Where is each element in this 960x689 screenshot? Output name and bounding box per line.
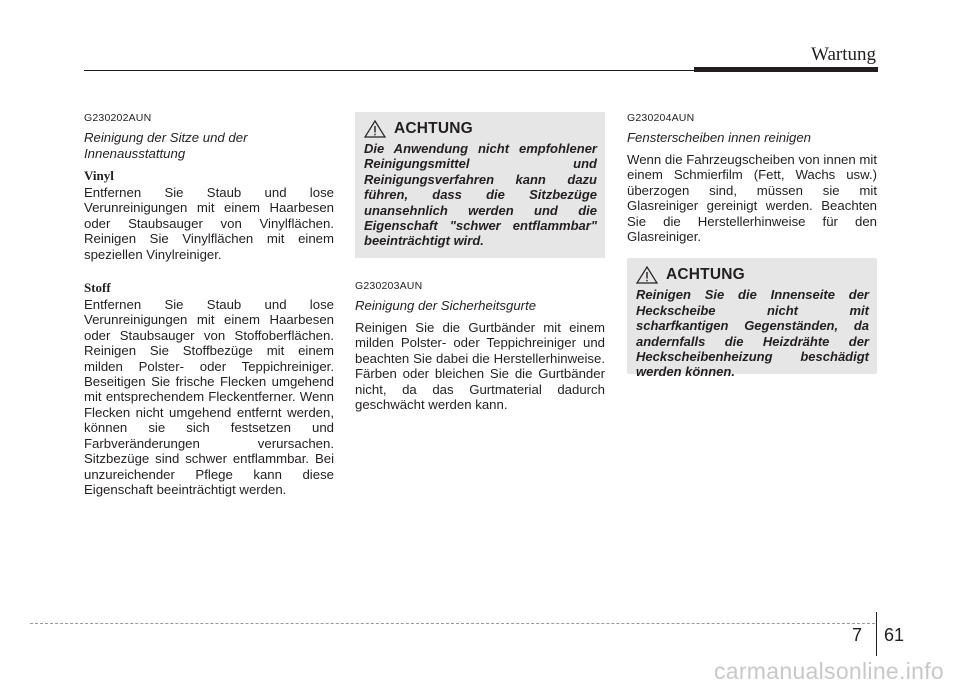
warning-text: Die Anwendung nicht empfohlener Reinigungsmittel und Reinigungsverfahren kann dazu führen, dass die Sitzbezüge unansehnlich werden und die Eigenschaft "schwer entflammbar" beeinträchtigt wird. [364, 141, 597, 249]
footer-rule [30, 623, 875, 624]
heading-line-1: Reinigung der Sitze und der [84, 130, 248, 145]
warning-text: Reinigen Sie die Innenseite der Heckscheibe nicht mit scharfkantigen Gegenständen, da andernfalls die Heizdrähte der Heckscheibenheizung beschädigt werden können. [636, 287, 869, 380]
section-heading: Fensterscheiben innen reinigen [627, 130, 812, 145]
section-code: G230204AUN [627, 112, 695, 124]
page-number-divider [876, 612, 877, 656]
warning-title: ACHTUNG [394, 120, 473, 137]
section-text: Reinigen Sie die Gurtbänder mit einem milden Polster- oder Teppichreiniger und beachten Sie dabei die Herstellerhinweise. Färben oder bleichen Sie die Gurtbänder nicht, da das Gurtmaterial dadurch geschwächt werden kann. [355, 320, 605, 413]
warning-box [355, 112, 605, 258]
section-heading: Reinigung der Sicherheitsgurte [355, 298, 537, 313]
stoff-text: Entfernen Sie Staub und lose Verunreinigungen mit einem Haarbesen oder Staubsauger von Stoffoberflächen. Reinigen Sie Stoffbezüge mit einem milden Polster- oder Teppichreiniger. Beseitigen Sie frische Flecken umgehend mit entsprechendem Fleckentferner. Wenn Flecken nicht umgehend entfernt werden, können sie sich festsetzen und Farbveränderungen verursachen. Sitzbezüge sind schwer entflammbar. Bei unzureichender Pflege kann diese Eigenschaft beeinträchtigt werden. [84, 297, 334, 497]
heading-line-2: Innenausstattung [84, 146, 186, 161]
header-rule-thick [694, 67, 878, 72]
warning-box [627, 258, 877, 380]
chapter-number: 7 [852, 625, 863, 645]
header-title: Wartung [811, 44, 876, 65]
page-number: 61 [884, 625, 905, 645]
column-windows [627, 112, 877, 380]
section-heading [84, 130, 334, 162]
section-text: Wenn die Fahrzeugscheiben von innen mit einem Schmierfilm (Fett, Wachs usw.) überzogen sind, müssen sie mit Glasreiniger gereinigt werden. Beachten Sie die Herstellerhinweise für den Glasreiniger. [627, 152, 877, 245]
warning-triangle-icon [636, 266, 658, 284]
column-seats [84, 112, 334, 497]
section-code: G230203AUN [355, 280, 423, 292]
warning-title: ACHTUNG [666, 266, 745, 284]
header-rule-thin [84, 70, 694, 71]
vinyl-text: Entfernen Sie Staub und lose Verunreinigungen mit einem Haarbesen oder Staubsauger von Vinylflächen. Reinigen Sie Vinylflächen mit einem speziellen Vinylreiniger. [84, 185, 334, 262]
section-code: G230202AUN [84, 112, 152, 124]
vinyl-label: Vinyl [84, 168, 114, 183]
watermark: carmanualsonline.info [713, 658, 944, 684]
column-belts [355, 112, 605, 412]
warning-triangle-icon [364, 120, 386, 138]
stoff-label: Stoff [84, 280, 111, 296]
